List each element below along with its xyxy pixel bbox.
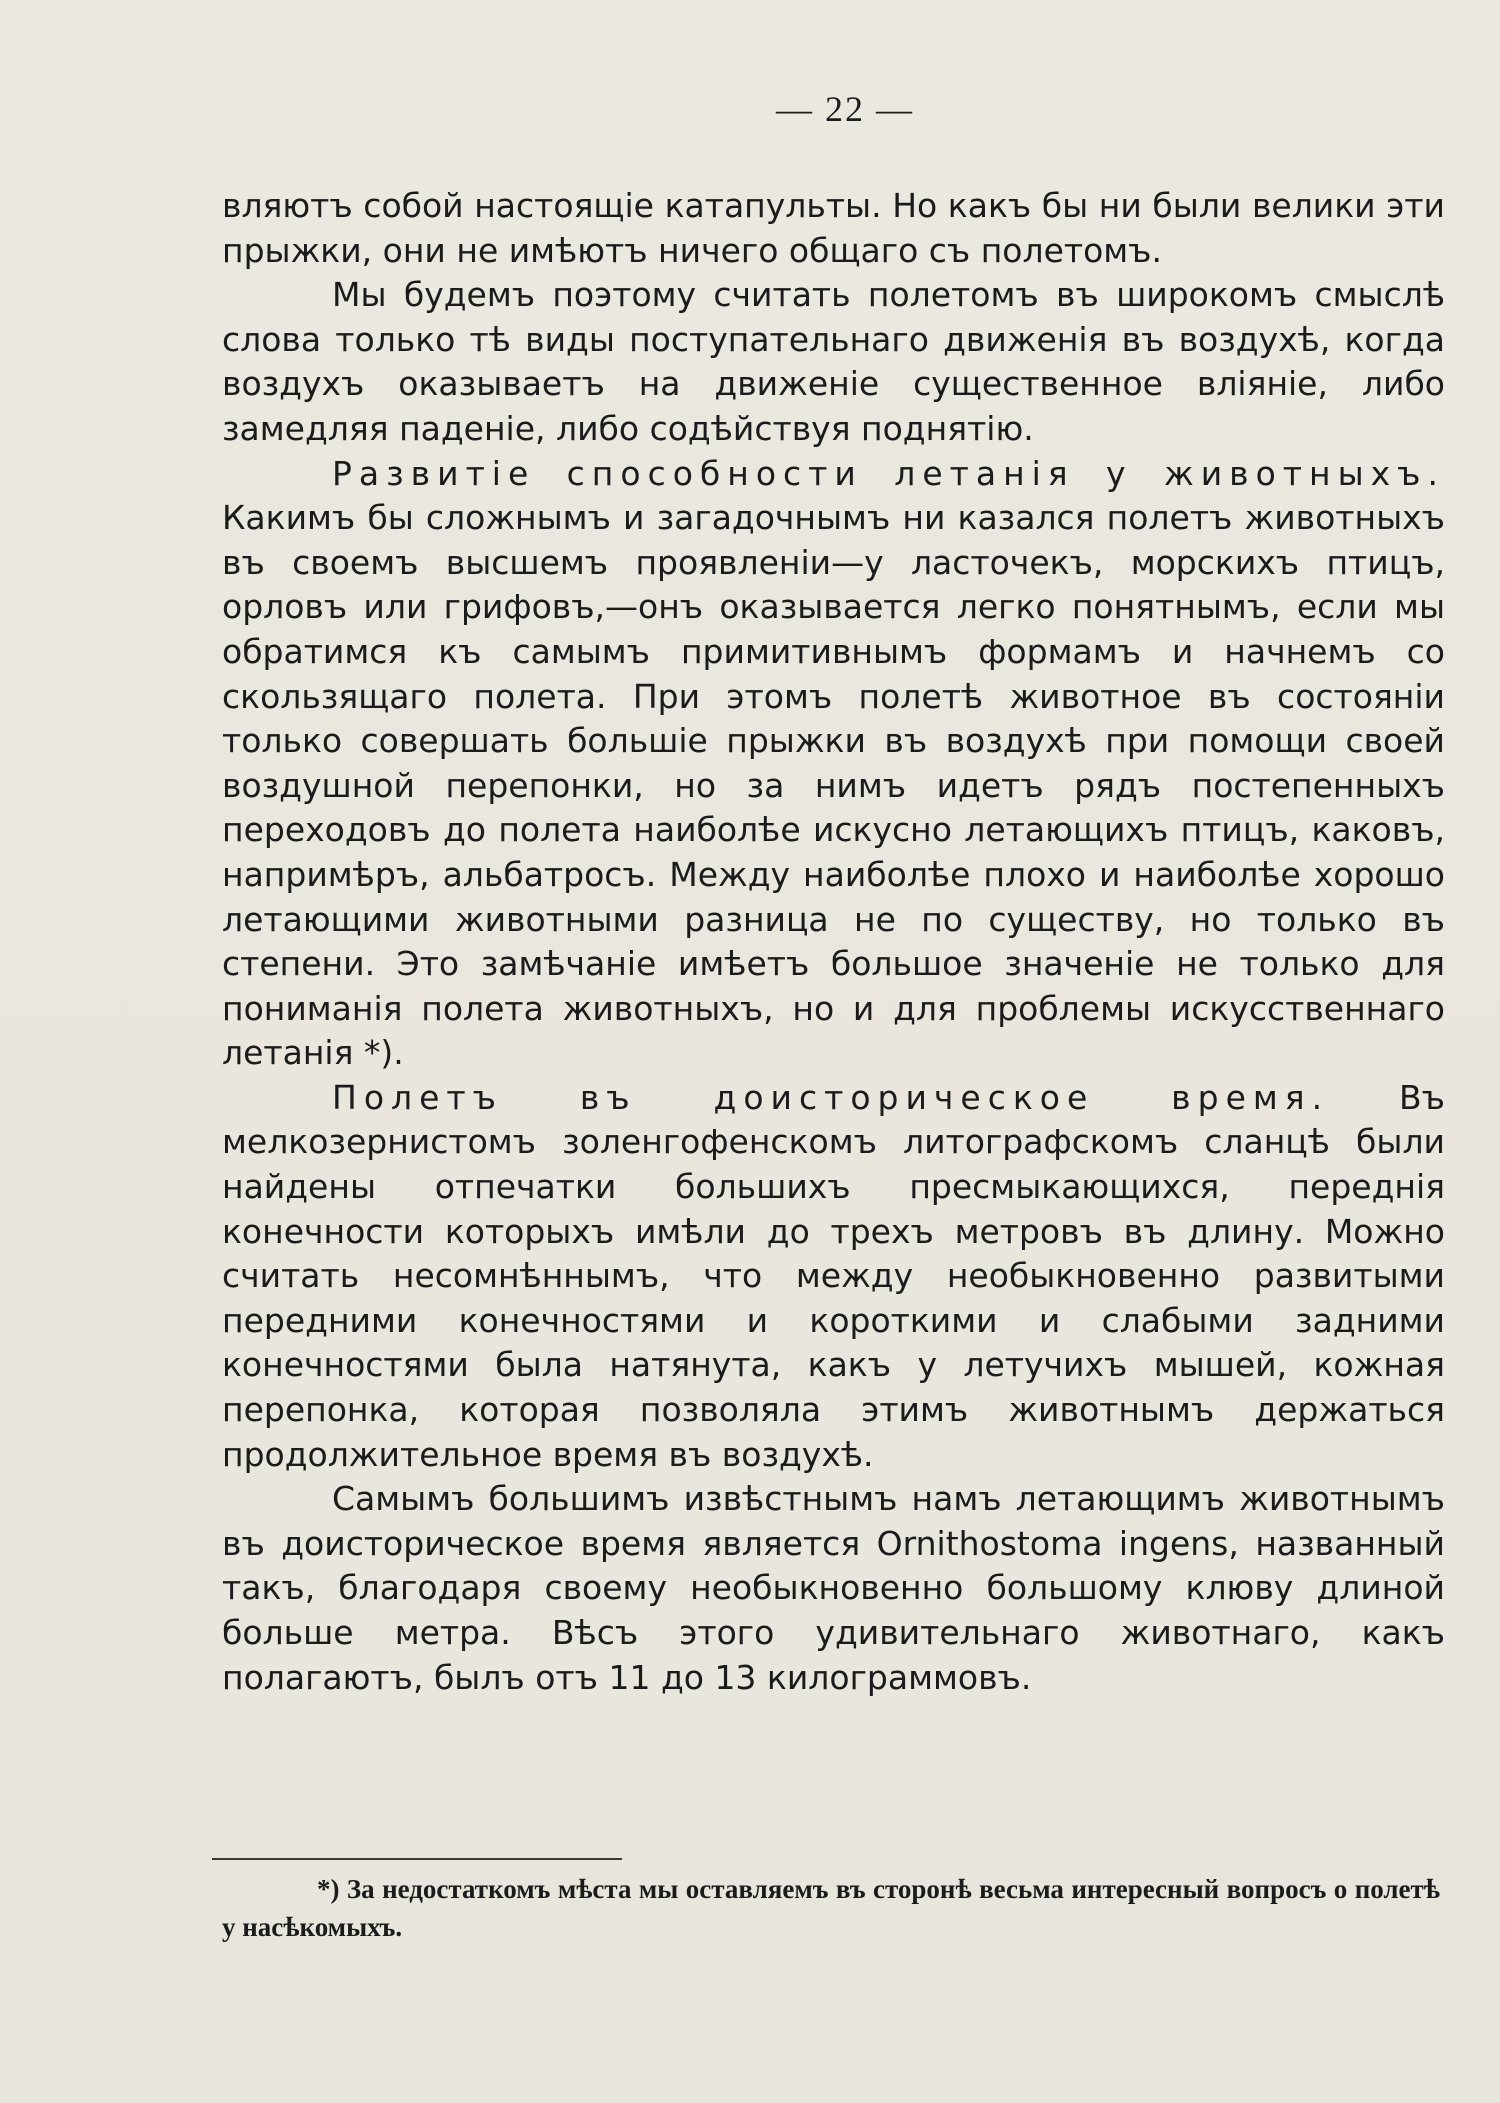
paragraph-3 xyxy=(222,452,1445,1076)
body-text xyxy=(222,184,1445,1700)
footnote-divider xyxy=(212,1858,622,1860)
footnote-text: *) За недостаткомъ мѣста мы оставляемъ въ сторонѣ весьма интересный вопросъ о полетѣ у насѣкомыхъ. xyxy=(222,1874,1440,1942)
footnote xyxy=(222,1870,1440,1946)
paragraph-3-text: Какимъ бы сложнымъ и загадочнымъ ни казался полетъ животныхъ въ своемъ высшемъ проявленіи—у ласточекъ, морскихъ птицъ, орловъ или грифовъ,—онъ оказывается легко понятнымъ, если мы обратимся къ самымъ примитивнымъ формамъ и начнемъ со скользящаго полета. При этомъ полетѣ животное въ состояніи только совершать большіе прыжки въ воздухѣ при помощи своей воздушной перепонки, но за нимъ идетъ рядъ постепенныхъ переходовъ до полета наиболѣе искусно летающихъ птицъ, каковъ, напримѣръ, альбатросъ. Между наиболѣе плохо и наиболѣе хорошо летающими животными разница не по существу, но только въ степени. Это замѣчаніе имѣетъ большое значеніе не только для пониманія полета животныхъ, но и для проблемы искусственнаго летанія *). xyxy=(222,498,1445,1073)
paragraph-1: вляютъ собой настоящіе катапульты. Но какъ бы ни были велики эти прыжки, они не имѣютъ ничего общаго съ полетомъ. xyxy=(222,186,1445,270)
paragraph-5: Самымъ большимъ извѣстнымъ намъ летающимъ животнымъ въ доисторическое время является Ornithostoma ingens, названный такъ, благодаря своему необыкновенно большому клюву длиной больше метра. Вѣсъ этого удивительнаго животнаго, какъ полагаютъ, былъ отъ 11 до 13 килограммовъ. xyxy=(222,1479,1445,1697)
section-heading-development: Развитіе способности летанія у животныхъ. xyxy=(332,453,1445,493)
page-number: — 22 — xyxy=(776,89,914,129)
paragraph-4-text: Въ мелкозернистомъ золенгофенскомъ литографскомъ сланцѣ были найдены отпечатки большихъ пресмыкающихся, переднія конечности которыхъ имѣли до трехъ метровъ въ длину. Можно считать несомнѣннымъ, что между необыкновенно развитыми передними конечностями и короткими и слабыми задними конечностями была натянута, какъ у летучихъ мышей, кожная перепонка, которая позволяла этимъ животнымъ держаться продолжительное время въ воздухѣ. xyxy=(222,1077,1445,1474)
paragraph-2: Мы будемъ поэтому считать полетомъ въ широкомъ смыслѣ слова только тѣ виды поступательнаго движенія въ воздухѣ, когда воздухъ оказываетъ на движеніе существенное вліяніе, либо замедляя паденіе, либо содѣйствуя поднятію. xyxy=(222,275,1445,448)
section-heading-prehistoric: Полетъ въ доисторическое время. xyxy=(332,1077,1330,1117)
paragraph-4 xyxy=(222,1076,1445,1477)
